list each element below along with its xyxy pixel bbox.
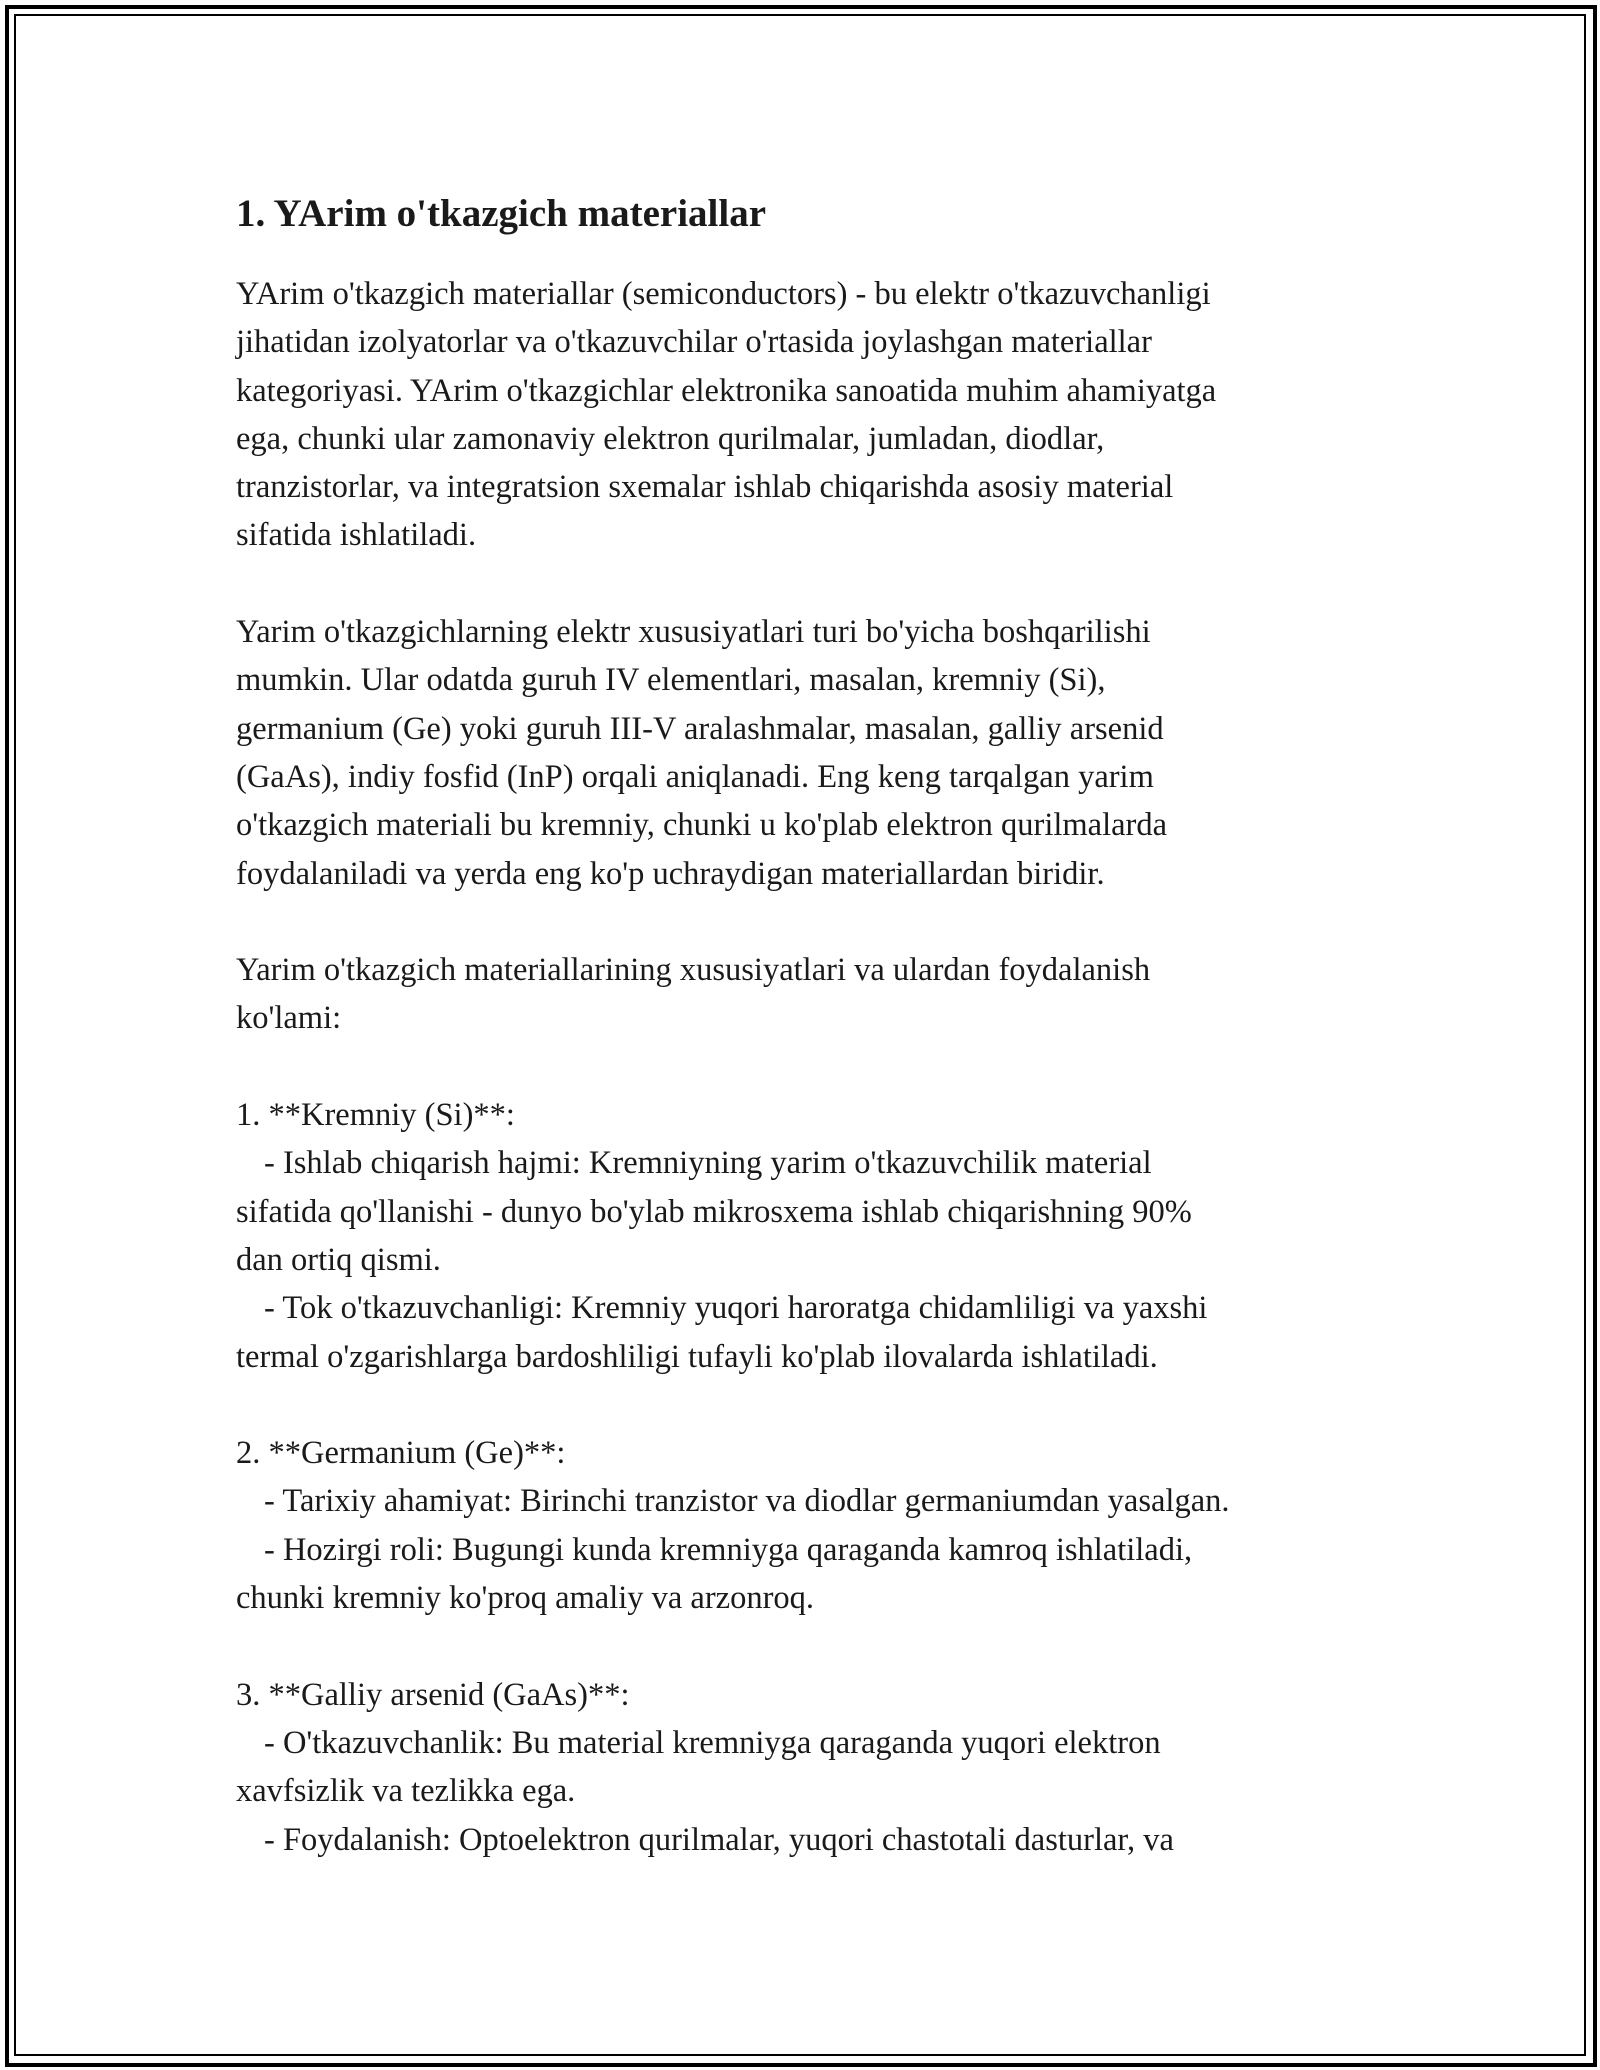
paragraph-intro bbox=[236, 270, 1376, 560]
text-line: ega, chunki ular zamonaviy elektron qurilmalar, jumladan, diodlar, bbox=[236, 420, 1105, 457]
text-line: - Ishlab chiqarish hajmi: Kremniyning yarim o'tkazuvchilik material bbox=[264, 1145, 1152, 1182]
list-subitem bbox=[236, 1719, 1376, 1816]
document-title: 1. YArim o'tkazgich materiallar bbox=[236, 192, 767, 235]
list-subitem bbox=[236, 1139, 1376, 1284]
list-item-germanium bbox=[236, 1429, 1376, 1622]
text-line: kategoriyasi. YArim o'tkazgichlar elektronika sanoatida muhim ahamiyatga bbox=[236, 372, 1217, 409]
text-line: termal o'zgarishlarga bardoshliligi tufayli ko'plab ilovalarda ishlatiladi. bbox=[236, 1338, 1158, 1375]
text-line: Yarim o'tkazgichlarning elektr xususiyatlari turi bo'yicha boshqarilishi bbox=[236, 614, 1151, 651]
text-line: germanium (Ge) yoki guruh III-V aralashmalar, masalan, galliy arsenid bbox=[236, 710, 1164, 747]
text-line: jihatidan izolyatorlar va o'tkazuvchilar o'rtasida joylashgan materiallar bbox=[236, 324, 1152, 361]
list-subitem bbox=[236, 1526, 1376, 1623]
text-line: - Hozirgi roli: Bugungi kunda kremniyga qaraganda kamroq ishlatiladi, bbox=[264, 1531, 1193, 1568]
text-line: chunki kremniy ko'proq amaliy va arzonroq. bbox=[236, 1580, 815, 1617]
paragraph-properties bbox=[236, 608, 1376, 898]
text-line: - Foydalanish: Optoelektron qurilmalar, yuqori chastotali dasturlar, va bbox=[264, 1821, 1174, 1858]
text-line: sifatida ishlatiladi. bbox=[236, 517, 477, 554]
list-item-silicon bbox=[236, 1091, 1376, 1381]
text-line: (GaAs), indiy fosfid (InP) orqali aniqlanadi. Eng keng tarqalgan yarim bbox=[236, 758, 1154, 795]
list-item-heading: 1. **Kremniy (Si)**: bbox=[236, 1097, 515, 1134]
text-line: dan ortiq qismi. bbox=[236, 1241, 441, 1278]
text-line: o'tkazgich materiali bu kremniy, chunki u ko'plab elektron qurilmalarda bbox=[236, 807, 1168, 844]
list-item-heading: 3. **Galliy arsenid (GaAs)**: bbox=[236, 1676, 630, 1713]
text-line: xavfsizlik va tezlikka ega. bbox=[236, 1773, 576, 1810]
paragraph-list-intro bbox=[236, 946, 1376, 1043]
text-line: foydalaniladi va yerda eng ko'p uchraydigan materiallardan biridir. bbox=[236, 855, 1105, 892]
document-body bbox=[236, 188, 1376, 1912]
text-line: - O'tkazuvchanlik: Bu material kremniyga qaraganda yuqori elektron bbox=[264, 1724, 1161, 1761]
text-line: YArim o'tkazgich materiallar (semiconductors) - bu elektr o'tkazuvchanligi bbox=[236, 276, 1211, 312]
text-line: - Tok o'tkazuvchanligi: Kremniy yuqori haroratga chidamliligi va yaxshi bbox=[264, 1290, 1208, 1327]
list-subitem bbox=[236, 1816, 1376, 1864]
text-line: tranzistorlar, va integratsion sxemalar ishlab chiqarishda asosiy material bbox=[236, 469, 1174, 506]
text-line: mumkin. Ular odatda guruh IV elementlari, masalan, kremniy (Si), bbox=[236, 662, 1106, 699]
list-item-heading: 2. **Germanium (Ge)**: bbox=[236, 1435, 566, 1472]
text-line: - Tarixiy ahamiyat: Birinchi tranzistor va diodlar germaniumdan yasalgan. bbox=[264, 1483, 1230, 1520]
list-item-gallium-arsenide bbox=[236, 1671, 1376, 1864]
text-line: ko'lami: bbox=[236, 1000, 342, 1037]
list-subitem bbox=[236, 1477, 1376, 1525]
text-line: Yarim o'tkazgich materiallarining xususiyatlari va ulardan foydalanish bbox=[236, 952, 1151, 989]
list-subitem bbox=[236, 1284, 1376, 1381]
text-line: sifatida qo'llanishi - dunyo bo'ylab mikrosxema ishlab chiqarishning 90% bbox=[236, 1193, 1192, 1230]
